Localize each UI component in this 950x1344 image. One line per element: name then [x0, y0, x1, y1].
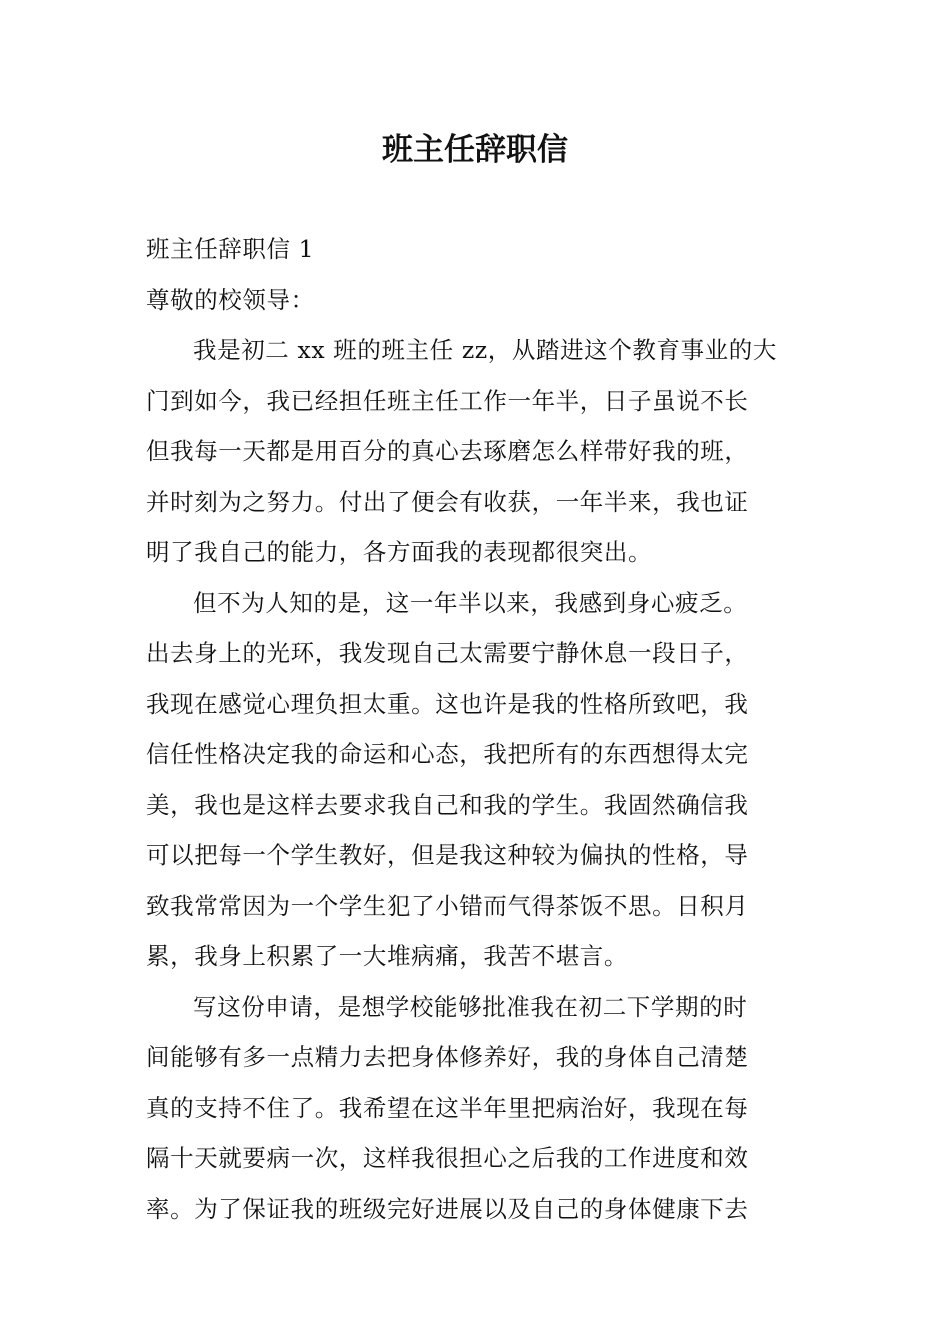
- text-line: 我是初二 xx 班的班主任 zz，从踏进这个教育事业的大: [193, 336, 777, 364]
- document-title: 班主任辞职信: [382, 132, 568, 168]
- text-line: 写这份申请，是想学校能够批准我在初二下学期的时: [193, 992, 748, 1021]
- text-line: 隔十天就要病一次，这样我很担心之后我的工作进度和效: [146, 1144, 749, 1172]
- text-line: 但不为人知的是，这一年半以来，我感到身心疲乏。: [193, 588, 748, 617]
- text-line: 班主任辞职信 1: [146, 235, 315, 263]
- text-line: 信任性格决定我的命运和心态，我把所有的东西想得太完: [146, 740, 749, 768]
- text-line: 门到如今，我已经担任班主任工作一年半，日子虽说不长: [146, 386, 749, 415]
- text-line: 美，我也是这样去要求我自己和我的学生。我固然确信我: [146, 790, 749, 819]
- text-line: 并时刻为之努力。付出了便会有收获，一年半来，我也证: [146, 487, 749, 516]
- text-line: 间能够有多一点精力去把身体修养好，我的身体自己清楚: [146, 1043, 749, 1071]
- text-line: 我现在感觉心理负担太重。这也许是我的性格所致吧，我: [146, 689, 749, 718]
- text-line: 致我常常因为一个学生犯了小错而气得茶饭不思。日积月: [146, 891, 749, 920]
- text-line: 真的支持不住了。我希望在这半年里把病治好，我现在每: [146, 1093, 749, 1122]
- text-line: 尊敬的校领导：: [146, 285, 315, 314]
- document-body: [146, 224, 810, 1234]
- text-line: 率。为了保证我的班级完好进展以及自己的身体健康下去: [146, 1194, 749, 1223]
- text-line: 可以把每一个学生教好，但是我这种较为偏执的性格，导: [146, 841, 749, 869]
- text-line: 出去身上的光环，我发现自己太需要宁静休息一段日子，: [146, 639, 749, 667]
- text-line: 明了我自己的能力，各方面我的表现都很突出。: [146, 538, 653, 566]
- text-line: 但我每一天都是用百分的真心去琢磨怎么样带好我的班，: [146, 437, 749, 465]
- text-line: 累，我身上积累了一大堆病痛，我苦不堪言。: [146, 942, 628, 970]
